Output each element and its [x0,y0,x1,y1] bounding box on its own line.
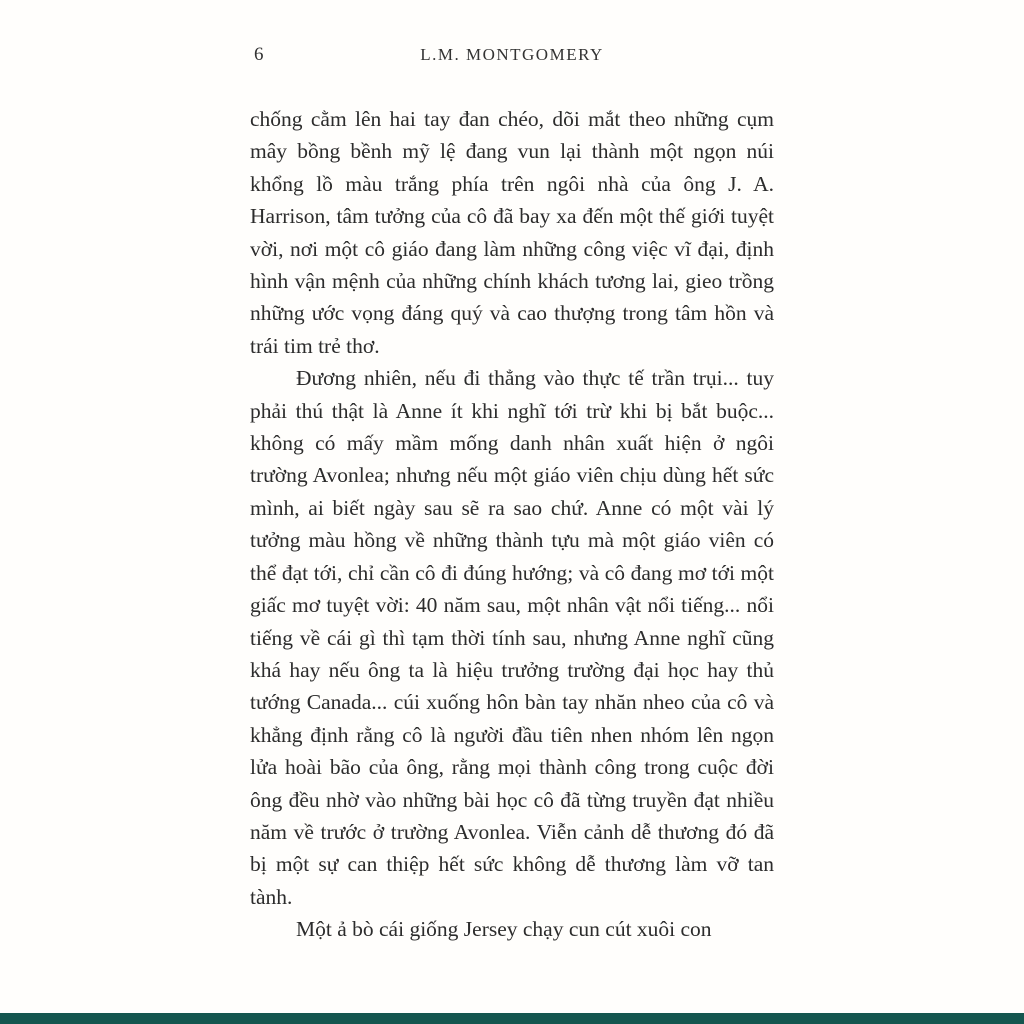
running-head-title: L.M. MONTGOMERY [420,45,604,64]
page-body [250,103,774,946]
paragraph: chống cằm lên hai tay đan chéo, dõi mắt theo những cụm mây bồng bềnh mỹ lệ đang vun lại thành một ngọn núi khổng lồ màu trắng phía trên ngôi nhà của ông J. A. Harrison, tâm tưởng của cô đã bay xa đến một thế giới tuyệt vời, nơi một cô giáo đang làm những công việc vĩ đại, định hình vận mệnh của những chính khách tương lai, gieo trồng những ước vọng đáng quý và cao thượng trong tâm hồn và trái tim trẻ thơ. [250,107,774,358]
paragraph: Đương nhiên, nếu đi thẳng vào thực tế trần trụi... tuy phải thú thật là Anne ít khi nghĩ tới trừ khi bị bắt buộc... không có mấy mầm mống danh nhân xuất hiện ở ngôi trường Avonlea; nhưng nếu một giáo viên chịu dùng hết sức mình, ai biết ngày sau sẽ ra sao chứ. Anne có một vài lý tưởng màu hồng về những thành tựu mà một giáo viên có thể đạt tới, chỉ cần cô đi đúng hướng; và cô đang mơ tới một giấc mơ tuyệt vời: 40 năm sau, một nhân vật nổi tiếng... nổi tiếng về cái gì thì tạm thời tính sau, nhưng Anne nghĩ cũng khá hay nếu ông ta là hiệu trưởng trường đại học hay thủ tướng Canada... cúi xuống hôn bàn tay nhăn nheo của cô và khẳng định rằng cô là người đầu tiên nhen nhóm lên ngọn lửa hoài bão của ông, rằng mọi thành công trong cuộc đời ông đều nhờ vào những bài học cô đã từng truyền đạt nhiều năm về trước ở trường Avonlea. Viễn cảnh dễ thương đó đã bị một sự can thiệp hết sức không dễ thương làm vỡ tan tành. [250,366,774,909]
page-number: 6 [254,44,264,65]
page-header [250,44,774,70]
paragraph: Một ả bò cái giống Jersey chạy cun cút xuôi con [296,917,712,942]
bottom-edge-strip [0,1013,1024,1024]
